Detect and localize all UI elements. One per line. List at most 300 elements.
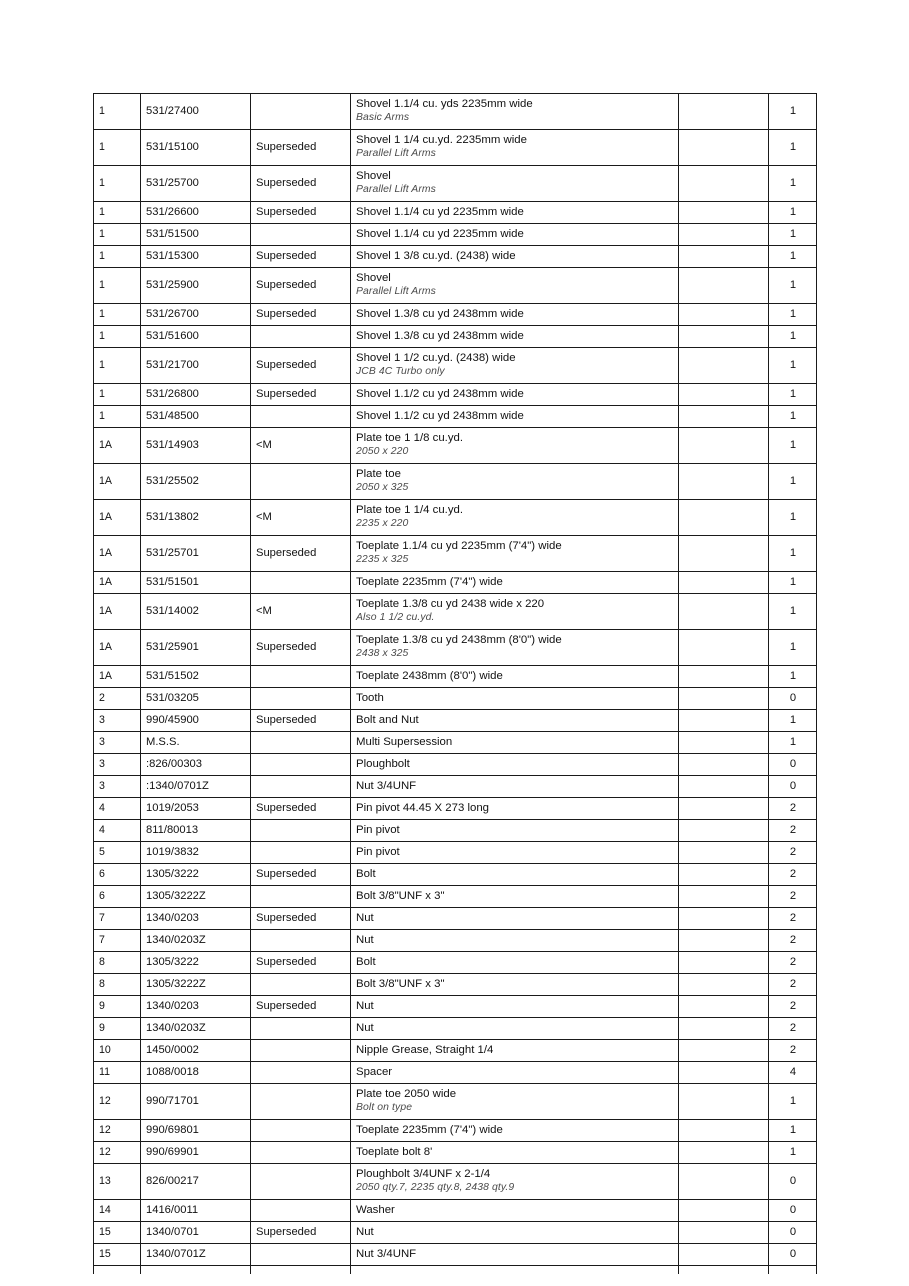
cell-status: Superseded <box>251 304 351 326</box>
description-note: Also 1 1/2 cu.yd. <box>356 612 435 624</box>
cell-quantity: 1 <box>769 536 817 572</box>
cell-item-ref: 12 <box>94 1084 141 1120</box>
cell-spare <box>679 348 769 384</box>
cell-spare <box>679 1120 769 1142</box>
cell-status <box>251 1200 351 1222</box>
cell-description <box>351 572 679 594</box>
table-row-partial <box>94 1266 817 1275</box>
cell-status: <M <box>251 594 351 630</box>
cell-quantity: 0 <box>769 1200 817 1222</box>
table-row <box>94 930 817 952</box>
cell-description <box>351 688 679 710</box>
cell-spare <box>679 202 769 224</box>
cell-quantity: 1 <box>769 1084 817 1120</box>
cell-spare <box>679 666 769 688</box>
cell-description <box>351 1062 679 1084</box>
cell-status <box>251 1018 351 1040</box>
description-main: Shovel 1 3/8 cu.yd. (2438) wide <box>356 249 516 262</box>
table-row <box>94 326 817 348</box>
cell-status <box>251 666 351 688</box>
table-row <box>94 304 817 326</box>
cell-part-number: 1019/2053 <box>141 798 251 820</box>
description-note: 2235 x 220 <box>356 518 409 530</box>
cell-spare <box>679 536 769 572</box>
cell-item-ref: 1 <box>94 326 141 348</box>
cell-item-ref: 10 <box>94 1040 141 1062</box>
cell-spare <box>679 1200 769 1222</box>
cell-item-ref: 8 <box>94 952 141 974</box>
cell-partial <box>679 1266 769 1275</box>
cell-quantity: 2 <box>769 908 817 930</box>
cell-status: Superseded <box>251 952 351 974</box>
cell-description <box>351 798 679 820</box>
cell-part-number: M.S.S. <box>141 732 251 754</box>
table-row <box>94 776 817 798</box>
cell-status <box>251 974 351 996</box>
cell-description <box>351 94 679 130</box>
cell-quantity: 1 <box>769 572 817 594</box>
cell-spare <box>679 754 769 776</box>
cell-spare <box>679 326 769 348</box>
cell-quantity: 2 <box>769 842 817 864</box>
table-row <box>94 268 817 304</box>
table-row <box>94 1222 817 1244</box>
cell-status <box>251 754 351 776</box>
cell-status: Superseded <box>251 1222 351 1244</box>
cell-quantity: 1 <box>769 1142 817 1164</box>
cell-quantity: 1 <box>769 464 817 500</box>
cell-status <box>251 94 351 130</box>
cell-quantity: 2 <box>769 974 817 996</box>
cell-quantity: 1 <box>769 268 817 304</box>
cell-item-ref: 1A <box>94 500 141 536</box>
description-main: Nut 3/4UNF <box>356 779 417 792</box>
cell-status <box>251 1244 351 1266</box>
table-row <box>94 94 817 130</box>
cell-quantity: 2 <box>769 864 817 886</box>
cell-quantity: 1 <box>769 710 817 732</box>
description-main: Bolt and Nut <box>356 713 419 726</box>
description-main: Plate toe 1 1/4 cu.yd. <box>356 504 464 517</box>
cell-item-ref: 1 <box>94 384 141 406</box>
cell-description <box>351 630 679 666</box>
cell-quantity: 1 <box>769 224 817 246</box>
cell-description <box>351 776 679 798</box>
cell-item-ref: 6 <box>94 864 141 886</box>
cell-part-number: 1340/0701 <box>141 1222 251 1244</box>
cell-item-ref: 1 <box>94 166 141 202</box>
cell-status: Superseded <box>251 630 351 666</box>
description-main: Nipple Grease, Straight 1/4 <box>356 1043 494 1056</box>
cell-part-number: 531/13802 <box>141 500 251 536</box>
table-row <box>94 1200 817 1222</box>
cell-description <box>351 464 679 500</box>
table-row <box>94 952 817 974</box>
description-main: Bolt <box>356 955 376 968</box>
parts-table <box>93 93 817 1274</box>
cell-item-ref: 1 <box>94 304 141 326</box>
cell-status <box>251 930 351 952</box>
cell-item-ref: 9 <box>94 1018 141 1040</box>
table-row <box>94 732 817 754</box>
cell-part-number: 531/26600 <box>141 202 251 224</box>
cell-spare <box>679 820 769 842</box>
description-main: Pin pivot <box>356 823 400 836</box>
cell-spare <box>679 710 769 732</box>
cell-spare <box>679 428 769 464</box>
description-note: 2050 qty.7, 2235 qty.8, 2438 qty.9 <box>356 1182 515 1194</box>
cell-part-number: 531/15100 <box>141 130 251 166</box>
cell-spare <box>679 246 769 268</box>
cell-item-ref: 1 <box>94 224 141 246</box>
cell-description <box>351 1018 679 1040</box>
cell-item-ref: 1 <box>94 202 141 224</box>
description-note: Parallel Lift Arms <box>356 286 436 298</box>
cell-part-number: 1305/3222 <box>141 952 251 974</box>
cell-part-number: 1019/3832 <box>141 842 251 864</box>
cell-status: Superseded <box>251 798 351 820</box>
cell-spare <box>679 304 769 326</box>
cell-item-ref: 8 <box>94 974 141 996</box>
cell-part-number: 990/69901 <box>141 1142 251 1164</box>
cell-status <box>251 820 351 842</box>
cell-part-number: 531/51501 <box>141 572 251 594</box>
cell-quantity: 0 <box>769 1244 817 1266</box>
description-note: JCB 4C Turbo only <box>356 366 445 378</box>
description-main: Pin pivot <box>356 845 400 858</box>
description-main: Shovel 1.1/4 cu yd 2235mm wide <box>356 227 524 240</box>
cell-part-number: 531/25701 <box>141 536 251 572</box>
description-note: 2050 x 220 <box>356 446 409 458</box>
cell-description <box>351 166 679 202</box>
cell-description <box>351 224 679 246</box>
cell-quantity: 1 <box>769 246 817 268</box>
cell-item-ref: 6 <box>94 886 141 908</box>
description-main: Shovel 1.1/4 cu. yds 2235mm wide <box>356 98 533 111</box>
cell-status <box>251 776 351 798</box>
description-main: Toeplate 1.3/8 cu yd 2438mm (8'0") wide <box>356 634 562 647</box>
cell-status <box>251 1142 351 1164</box>
description-main: Shovel 1.3/8 cu yd 2438mm wide <box>356 329 524 342</box>
cell-description <box>351 1142 679 1164</box>
cell-item-ref: 12 <box>94 1120 141 1142</box>
cell-quantity: 2 <box>769 930 817 952</box>
cell-description <box>351 908 679 930</box>
cell-item-ref: 4 <box>94 820 141 842</box>
cell-description <box>351 820 679 842</box>
description-main: Toeplate bolt 8' <box>356 1145 433 1158</box>
cell-description <box>351 268 679 304</box>
cell-quantity: 0 <box>769 1222 817 1244</box>
cell-part-number: 990/45900 <box>141 710 251 732</box>
description-main: Ploughbolt <box>356 757 410 770</box>
cell-part-number: 531/26800 <box>141 384 251 406</box>
cell-spare <box>679 130 769 166</box>
cell-spare <box>679 1222 769 1244</box>
cell-spare <box>679 1164 769 1200</box>
table-row <box>94 166 817 202</box>
cell-quantity: 2 <box>769 886 817 908</box>
cell-item-ref: 1A <box>94 594 141 630</box>
cell-part-number: 1340/0203 <box>141 996 251 1018</box>
description-main: Spacer <box>356 1065 393 1078</box>
cell-item-ref: 1A <box>94 666 141 688</box>
cell-item-ref: 1 <box>94 348 141 384</box>
table-row <box>94 666 817 688</box>
cell-quantity: 1 <box>769 594 817 630</box>
cell-description <box>351 406 679 428</box>
table-row <box>94 348 817 384</box>
description-main: Nut 3/4UNF <box>356 1247 417 1260</box>
cell-part-number: 1305/3222Z <box>141 974 251 996</box>
parts-table-container <box>93 93 816 1274</box>
description-main: Nut <box>356 999 374 1012</box>
cell-description <box>351 1200 679 1222</box>
cell-status: Superseded <box>251 130 351 166</box>
cell-item-ref: 1 <box>94 406 141 428</box>
table-row <box>94 798 817 820</box>
cell-spare <box>679 864 769 886</box>
cell-quantity: 4 <box>769 1062 817 1084</box>
cell-part-number: 1305/3222 <box>141 864 251 886</box>
cell-description <box>351 384 679 406</box>
cell-part-number: 531/51500 <box>141 224 251 246</box>
table-row <box>94 202 817 224</box>
description-note: 2050 x 325 <box>356 482 409 494</box>
parts-table-body <box>94 94 817 1275</box>
cell-item-ref: 11 <box>94 1062 141 1084</box>
cell-description <box>351 202 679 224</box>
cell-status: Superseded <box>251 348 351 384</box>
cell-status: Superseded <box>251 202 351 224</box>
cell-partial <box>351 1266 679 1275</box>
cell-spare <box>679 776 769 798</box>
cell-item-ref: 3 <box>94 776 141 798</box>
cell-item-ref: 5 <box>94 842 141 864</box>
cell-quantity: 1 <box>769 732 817 754</box>
cell-item-ref: 1A <box>94 428 141 464</box>
cell-part-number: 1340/0203Z <box>141 930 251 952</box>
cell-quantity: 1 <box>769 202 817 224</box>
description-note: Bolt on type <box>356 1102 413 1114</box>
description-note: Parallel Lift Arms <box>356 148 436 160</box>
cell-status <box>251 688 351 710</box>
description-main: Multi Supersession <box>356 735 453 748</box>
cell-partial <box>94 1266 141 1275</box>
cell-spare <box>679 996 769 1018</box>
cell-status <box>251 1120 351 1142</box>
cell-quantity: 1 <box>769 94 817 130</box>
table-row <box>94 464 817 500</box>
cell-status: <M <box>251 428 351 464</box>
cell-part-number: 826/00217 <box>141 1164 251 1200</box>
cell-part-number: 990/69801 <box>141 1120 251 1142</box>
cell-quantity: 1 <box>769 384 817 406</box>
cell-status: Superseded <box>251 246 351 268</box>
cell-part-number: 531/25900 <box>141 268 251 304</box>
description-main: Shovel 1 1/2 cu.yd. (2438) wide <box>356 352 516 365</box>
cell-description <box>351 666 679 688</box>
cell-status: Superseded <box>251 908 351 930</box>
cell-quantity: 2 <box>769 820 817 842</box>
cell-item-ref: 1 <box>94 130 141 166</box>
table-row <box>94 572 817 594</box>
cell-item-ref: 2 <box>94 688 141 710</box>
description-main: Plate toe <box>356 468 401 481</box>
cell-part-number: 531/26700 <box>141 304 251 326</box>
cell-status <box>251 1164 351 1200</box>
table-row <box>94 996 817 1018</box>
cell-quantity: 2 <box>769 996 817 1018</box>
cell-spare <box>679 908 769 930</box>
table-row <box>94 630 817 666</box>
table-row <box>94 1120 817 1142</box>
cell-part-number: 531/25901 <box>141 630 251 666</box>
cell-status: Superseded <box>251 996 351 1018</box>
cell-status: Superseded <box>251 710 351 732</box>
cell-spare <box>679 974 769 996</box>
cell-part-number: 531/27400 <box>141 94 251 130</box>
cell-description <box>351 1164 679 1200</box>
cell-status: Superseded <box>251 864 351 886</box>
cell-status <box>251 886 351 908</box>
cell-spare <box>679 930 769 952</box>
table-row <box>94 820 817 842</box>
cell-part-number: 1340/0203 <box>141 908 251 930</box>
cell-spare <box>679 406 769 428</box>
cell-description <box>351 1120 679 1142</box>
cell-item-ref: 15 <box>94 1222 141 1244</box>
cell-spare <box>679 500 769 536</box>
cell-description <box>351 974 679 996</box>
description-main: Ploughbolt 3/4UNF x 2-1/4 <box>356 1168 491 1181</box>
table-row <box>94 224 817 246</box>
cell-status <box>251 1040 351 1062</box>
table-row <box>94 500 817 536</box>
description-main: Bolt 3/8"UNF x 3" <box>356 977 445 990</box>
description-main: Shovel 1 1/4 cu.yd. 2235mm wide <box>356 134 527 147</box>
description-main: Bolt 3/8"UNF x 3" <box>356 889 445 902</box>
cell-description <box>351 864 679 886</box>
cell-part-number: 811/80013 <box>141 820 251 842</box>
description-main: Tooth <box>356 691 384 704</box>
cell-item-ref: 1A <box>94 464 141 500</box>
cell-description <box>351 1084 679 1120</box>
cell-item-ref: 1 <box>94 268 141 304</box>
cell-partial <box>769 1266 817 1275</box>
table-row <box>94 1244 817 1266</box>
cell-description <box>351 246 679 268</box>
cell-status <box>251 1062 351 1084</box>
description-main: Shovel 1.1/2 cu yd 2438mm wide <box>356 387 524 400</box>
cell-part-number: 531/15300 <box>141 246 251 268</box>
description-note: 2438 x 325 <box>356 648 409 660</box>
cell-item-ref: 7 <box>94 908 141 930</box>
description-main: Plate toe 1 1/8 cu.yd. <box>356 432 464 445</box>
cell-quantity: 0 <box>769 776 817 798</box>
cell-part-number: 990/71701 <box>141 1084 251 1120</box>
cell-quantity: 1 <box>769 348 817 384</box>
cell-part-number: 1340/0203Z <box>141 1018 251 1040</box>
cell-part-number: :1340/0701Z <box>141 776 251 798</box>
cell-item-ref: 12 <box>94 1142 141 1164</box>
table-row <box>94 886 817 908</box>
description-main: Shovel <box>356 272 391 285</box>
cell-description <box>351 732 679 754</box>
cell-part-number: 1088/0018 <box>141 1062 251 1084</box>
cell-description <box>351 886 679 908</box>
cell-quantity: 1 <box>769 630 817 666</box>
cell-spare <box>679 630 769 666</box>
cell-item-ref: 3 <box>94 732 141 754</box>
cell-quantity: 0 <box>769 1164 817 1200</box>
cell-partial <box>141 1266 251 1275</box>
cell-spare <box>679 952 769 974</box>
cell-status <box>251 224 351 246</box>
cell-status: Superseded <box>251 166 351 202</box>
cell-spare <box>679 594 769 630</box>
cell-spare <box>679 886 769 908</box>
cell-part-number: 531/21700 <box>141 348 251 384</box>
cell-spare <box>679 1040 769 1062</box>
cell-part-number: 531/51502 <box>141 666 251 688</box>
cell-description <box>351 500 679 536</box>
table-row <box>94 1018 817 1040</box>
cell-item-ref: 1A <box>94 630 141 666</box>
cell-quantity: 1 <box>769 166 817 202</box>
cell-status: Superseded <box>251 536 351 572</box>
cell-part-number: 1416/0011 <box>141 1200 251 1222</box>
cell-spare <box>679 688 769 710</box>
cell-description <box>351 754 679 776</box>
cell-status: Superseded <box>251 268 351 304</box>
cell-item-ref: 13 <box>94 1164 141 1200</box>
description-main: Bolt <box>356 867 376 880</box>
cell-quantity: 1 <box>769 130 817 166</box>
description-main: Nut <box>356 1225 374 1238</box>
cell-spare <box>679 1244 769 1266</box>
cell-description <box>351 130 679 166</box>
table-row <box>94 1062 817 1084</box>
cell-quantity: 1 <box>769 304 817 326</box>
cell-spare <box>679 1062 769 1084</box>
cell-status <box>251 732 351 754</box>
table-row <box>94 754 817 776</box>
cell-part-number: 531/25502 <box>141 464 251 500</box>
cell-quantity: 0 <box>769 754 817 776</box>
cell-status <box>251 326 351 348</box>
cell-item-ref: 14 <box>94 1200 141 1222</box>
cell-description <box>351 842 679 864</box>
cell-item-ref: 3 <box>94 710 141 732</box>
cell-quantity: 2 <box>769 1040 817 1062</box>
cell-description <box>351 304 679 326</box>
cell-quantity: 1 <box>769 326 817 348</box>
description-note: Basic Arms <box>356 112 410 124</box>
cell-spare <box>679 464 769 500</box>
cell-part-number: 531/25700 <box>141 166 251 202</box>
cell-description <box>351 1222 679 1244</box>
cell-status <box>251 464 351 500</box>
description-main: Toeplate 1.1/4 cu yd 2235mm (7'4") wide <box>356 540 562 553</box>
table-row <box>94 1084 817 1120</box>
cell-description <box>351 536 679 572</box>
cell-description <box>351 930 679 952</box>
cell-quantity: 2 <box>769 1018 817 1040</box>
cell-partial <box>251 1266 351 1275</box>
description-note: 2235 x 325 <box>356 554 409 566</box>
cell-spare <box>679 268 769 304</box>
